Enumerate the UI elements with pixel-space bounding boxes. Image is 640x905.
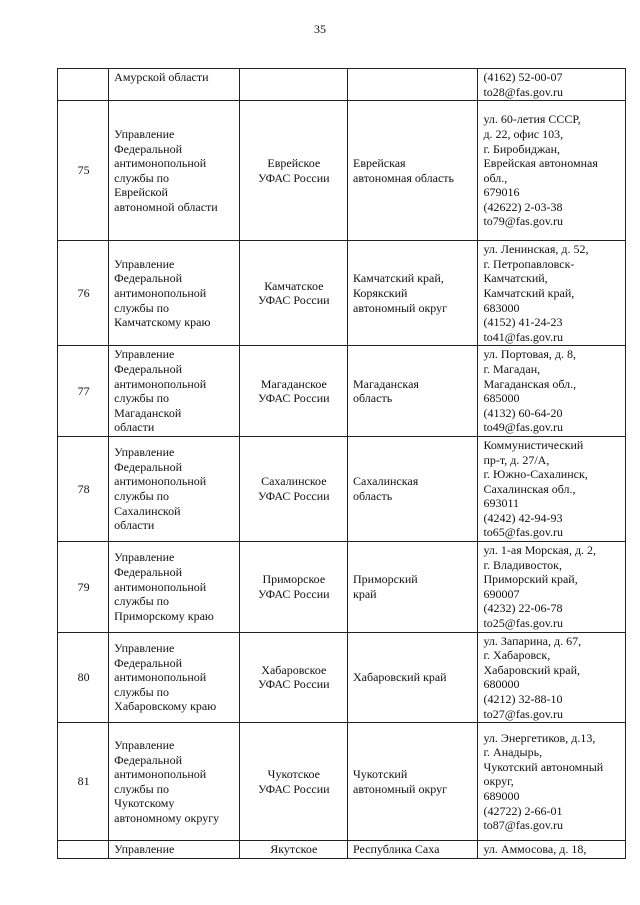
row-number-cell bbox=[58, 542, 109, 633]
office-name-line: Управление bbox=[114, 126, 175, 141]
row-number: 75 bbox=[77, 163, 90, 178]
contact-info-line: Еврейская автономная bbox=[483, 156, 598, 171]
office-name-line: Управление bbox=[114, 550, 175, 565]
office-short-name-cell bbox=[239, 841, 347, 859]
row-number: 80 bbox=[77, 670, 90, 685]
fas-offices-table bbox=[57, 68, 626, 859]
region-cell bbox=[348, 542, 478, 633]
row-number: 76 bbox=[77, 285, 90, 300]
region-line: Камчатский край, bbox=[353, 271, 444, 286]
office-name-line: антимонопольной bbox=[114, 579, 207, 594]
table-body bbox=[58, 69, 626, 859]
contact-info-line: ул. Запарина, д. 67, bbox=[483, 633, 582, 648]
row-number-cell bbox=[58, 841, 109, 859]
contact-info-line[interactable]: to27@fas.gov.ru bbox=[483, 706, 564, 721]
contact-info-line: 679016 bbox=[483, 185, 520, 200]
contact-info-line[interactable]: to25@fas.gov.ru bbox=[483, 616, 564, 631]
office-name-cell bbox=[109, 632, 239, 723]
contact-info-line: ул. Ленинская, д. 52, bbox=[483, 242, 589, 257]
contact-info-line: (4242) 42-94-93 bbox=[483, 510, 563, 525]
contact-info-line: 685000 bbox=[483, 391, 520, 406]
table-row bbox=[58, 241, 626, 346]
contact-info-line: 689000 bbox=[483, 788, 520, 803]
contact-info-line: Приморский край, bbox=[483, 572, 578, 587]
office-short-name-cell bbox=[239, 346, 347, 437]
office-name-line: службы по bbox=[114, 594, 170, 609]
office-short-name-line: УФАС России bbox=[258, 677, 330, 692]
office-name-line: Управление bbox=[114, 256, 175, 271]
row-number-cell bbox=[58, 723, 109, 841]
office-short-name-line: Магаданское bbox=[260, 376, 327, 391]
page-number: 35 bbox=[314, 22, 326, 36]
contact-info-line: (4162) 52-00-07 bbox=[483, 70, 563, 84]
office-name-line: антимонопольной bbox=[114, 285, 207, 300]
contact-info-line: 693011 bbox=[483, 496, 520, 511]
contact-info-line[interactable]: to28@fas.gov.ru bbox=[483, 84, 564, 99]
office-name-cell bbox=[109, 69, 239, 101]
region-line: Корякский bbox=[353, 285, 408, 300]
office-short-name-line: Камчатское bbox=[264, 278, 324, 293]
office-name-line: Сахалинской bbox=[114, 503, 181, 518]
office-short-name-line: Якутское bbox=[270, 842, 318, 857]
office-name-line: Управление bbox=[114, 347, 175, 362]
row-number: 79 bbox=[77, 579, 90, 594]
contact-info-line: д. 22, офис 103, bbox=[483, 126, 564, 141]
office-short-name-cell bbox=[239, 69, 347, 101]
region-cell bbox=[348, 101, 478, 241]
region-line: Чукотский bbox=[353, 767, 408, 782]
office-name-line: Управление bbox=[114, 737, 175, 752]
office-name-cell bbox=[109, 241, 239, 346]
office-name-line: антимонопольной bbox=[114, 670, 207, 685]
table-row bbox=[58, 723, 626, 841]
office-name-line: службы по bbox=[114, 391, 170, 406]
table-row bbox=[58, 841, 626, 859]
office-short-name-line: УФАС России bbox=[258, 781, 330, 796]
contact-info-line: г. Хабаровск, bbox=[483, 648, 551, 663]
contact-info-line: (4232) 22-06-78 bbox=[483, 601, 563, 616]
contact-info-line: 690007 bbox=[483, 586, 520, 601]
office-name-line: антимонопольной bbox=[114, 376, 207, 391]
office-name-cell bbox=[109, 542, 239, 633]
row-number: 77 bbox=[77, 383, 90, 398]
contact-info-line: (4212) 32-88-10 bbox=[483, 692, 563, 706]
office-short-name-cell bbox=[239, 723, 347, 841]
office-name-line: Федеральной bbox=[114, 361, 182, 376]
contact-info-line: округ, bbox=[483, 774, 514, 789]
office-short-name-line: Сахалинское bbox=[261, 474, 327, 489]
office-name-line: Хабаровскому краю bbox=[114, 699, 217, 714]
contact-info-line: (4152) 41-24-23 bbox=[483, 315, 563, 330]
row-number-cell bbox=[58, 436, 109, 541]
contact-info-cell bbox=[478, 723, 626, 841]
region-cell bbox=[348, 723, 478, 841]
table-row bbox=[58, 436, 626, 541]
office-name-line: Приморскому краю bbox=[114, 608, 214, 623]
office-short-name-line: УФАС России bbox=[258, 391, 330, 406]
contact-info-cell bbox=[478, 436, 626, 541]
office-name-cell bbox=[109, 841, 239, 859]
office-name-line: службы по bbox=[114, 170, 170, 185]
contact-info-cell bbox=[478, 841, 626, 859]
region-cell bbox=[348, 346, 478, 437]
contact-info-cell bbox=[478, 69, 626, 101]
contact-info-line: ул. 1-ая Морская, д. 2, bbox=[483, 543, 597, 558]
region-line: край bbox=[353, 586, 377, 601]
contact-info-line: (42622) 2-03-38 bbox=[483, 199, 563, 214]
contact-info-cell bbox=[478, 632, 626, 723]
office-short-name-line: УФАС России bbox=[258, 586, 330, 601]
office-name-line: Камчатскому краю bbox=[114, 315, 211, 330]
office-short-name-line: УФАС России bbox=[258, 293, 330, 308]
contact-info-line: ул. 60-летия СССР, bbox=[483, 112, 581, 127]
contact-info-line: г. Анадырь, bbox=[483, 745, 543, 760]
contact-info-line: Коммунистический bbox=[483, 437, 584, 452]
contact-info-line: г. Владивосток, bbox=[483, 557, 562, 572]
contact-info-line: г. Биробиджан, bbox=[483, 141, 561, 156]
office-short-name-line: Еврейское bbox=[267, 156, 321, 171]
office-name-cell bbox=[109, 101, 239, 241]
office-short-name-cell bbox=[239, 436, 347, 541]
row-number-cell bbox=[58, 69, 109, 101]
contact-info-line: ул. Портовая, д. 8, bbox=[483, 347, 576, 362]
office-name-line: Федеральной bbox=[114, 752, 182, 767]
office-short-name-line: Чукотское bbox=[267, 767, 320, 782]
office-name-line: Управление bbox=[114, 842, 175, 857]
contact-info-line: Хабаровский край, bbox=[483, 662, 581, 677]
contact-info-cell bbox=[478, 542, 626, 633]
office-short-name-cell bbox=[239, 101, 347, 241]
contact-info-line: Магаданская обл., bbox=[483, 376, 577, 391]
office-name-cell bbox=[109, 723, 239, 841]
office-name-line: Управление bbox=[114, 640, 175, 655]
office-short-name-cell bbox=[239, 241, 347, 346]
office-short-name-cell bbox=[239, 632, 347, 723]
office-name-line: Федеральной bbox=[114, 271, 182, 286]
contact-info-line[interactable]: to79@fas.gov.ru bbox=[483, 214, 564, 229]
contact-info-cell bbox=[478, 241, 626, 346]
office-name-line: антимонопольной bbox=[114, 156, 207, 171]
contact-info-line: г. Южно-Сахалинск, bbox=[483, 467, 588, 482]
table-row bbox=[58, 346, 626, 437]
region-cell bbox=[348, 436, 478, 541]
contact-info-line[interactable]: to41@fas.gov.ru bbox=[483, 329, 564, 344]
office-name-line: Еврейской bbox=[114, 185, 168, 200]
office-name-line: области bbox=[114, 420, 155, 435]
row-number-cell bbox=[58, 241, 109, 346]
contact-info-line: ул. Энергетиков, д.13, bbox=[483, 730, 596, 745]
office-name-line: антимонопольной bbox=[114, 474, 207, 489]
office-name-line: службы по bbox=[114, 781, 170, 796]
table-row bbox=[58, 101, 626, 241]
contact-info-line: обл., bbox=[483, 170, 508, 185]
table-row bbox=[58, 542, 626, 633]
region-line: автономный округ bbox=[353, 300, 448, 315]
row-number: 81 bbox=[77, 774, 90, 789]
contact-info-line[interactable]: to87@fas.gov.ru bbox=[483, 818, 564, 833]
region-cell bbox=[348, 69, 478, 101]
row-number: 78 bbox=[77, 481, 90, 496]
office-short-name-line: УФАС России bbox=[258, 170, 330, 185]
region-line: Республика Саха bbox=[353, 842, 440, 857]
row-number-cell bbox=[58, 632, 109, 723]
office-name-line: Федеральной bbox=[114, 564, 182, 579]
office-name-line: антимонопольной bbox=[114, 767, 207, 782]
contact-info-line: ул. Аммосова, д. 18, bbox=[483, 842, 587, 857]
region-cell bbox=[348, 632, 478, 723]
region-line: Приморский bbox=[353, 572, 418, 587]
row-number-cell bbox=[58, 346, 109, 437]
region-line: область bbox=[353, 488, 393, 503]
contact-info-line[interactable]: to49@fas.gov.ru bbox=[483, 420, 564, 435]
office-name-line: автономной области bbox=[114, 199, 218, 214]
office-short-name-cell bbox=[239, 542, 347, 633]
region-line: Магаданская bbox=[353, 376, 419, 391]
table-row bbox=[58, 632, 626, 723]
office-name-line: Управление bbox=[114, 445, 175, 460]
contact-info-line: г. Петропавловск- bbox=[483, 256, 575, 271]
contact-info-cell bbox=[478, 346, 626, 437]
contact-info-line: пр-т, д. 27/А, bbox=[483, 452, 550, 467]
office-name-line: Федеральной bbox=[114, 141, 182, 156]
region-line: автономный округ bbox=[353, 781, 448, 796]
office-name-line: службы по bbox=[114, 684, 170, 699]
office-name-cell bbox=[109, 436, 239, 541]
region-cell bbox=[348, 241, 478, 346]
region-line: Еврейская bbox=[353, 156, 406, 171]
contact-info-cell bbox=[478, 101, 626, 241]
region-cell bbox=[348, 841, 478, 859]
contact-info-line: Чукотский автономный bbox=[483, 759, 604, 774]
row-number-cell bbox=[58, 101, 109, 241]
contact-info-line: Сахалинская обл., bbox=[483, 481, 576, 496]
region-line: автономная область bbox=[353, 170, 454, 185]
office-name-line: Федеральной bbox=[114, 655, 182, 670]
contact-info-line: (4132) 60-64-20 bbox=[483, 405, 563, 420]
office-name-line: Амурской области bbox=[114, 70, 209, 84]
contact-info-line: г. Магадан, bbox=[483, 361, 541, 376]
contact-info-line: 680000 bbox=[483, 677, 520, 692]
office-name-line: Федеральной bbox=[114, 459, 182, 474]
office-short-name-line: Приморское bbox=[262, 572, 326, 587]
region-line: Хабаровский край bbox=[353, 670, 447, 685]
office-name-line: службы по bbox=[114, 488, 170, 503]
contact-info-line: Камчатский, bbox=[483, 271, 548, 286]
contact-info-line: (42722) 2-66-01 bbox=[483, 803, 563, 818]
office-name-line: автономному округу bbox=[114, 810, 220, 825]
region-line: область bbox=[353, 391, 393, 406]
contact-info-line[interactable]: to65@fas.gov.ru bbox=[483, 525, 564, 540]
office-name-line: Магаданской bbox=[114, 405, 182, 420]
office-name-line: службы по bbox=[114, 300, 170, 315]
office-short-name-line: Хабаровское bbox=[261, 662, 327, 677]
contact-info-line: 683000 bbox=[483, 300, 520, 315]
office-name-line: Чукотскому bbox=[114, 796, 175, 811]
office-short-name-line: УФАС России bbox=[258, 488, 330, 503]
office-name-line: области bbox=[114, 518, 155, 533]
office-name-cell bbox=[109, 346, 239, 437]
contact-info-line: Камчатский край, bbox=[483, 285, 575, 300]
table-row bbox=[58, 69, 626, 101]
region-line: Сахалинская bbox=[353, 474, 419, 489]
